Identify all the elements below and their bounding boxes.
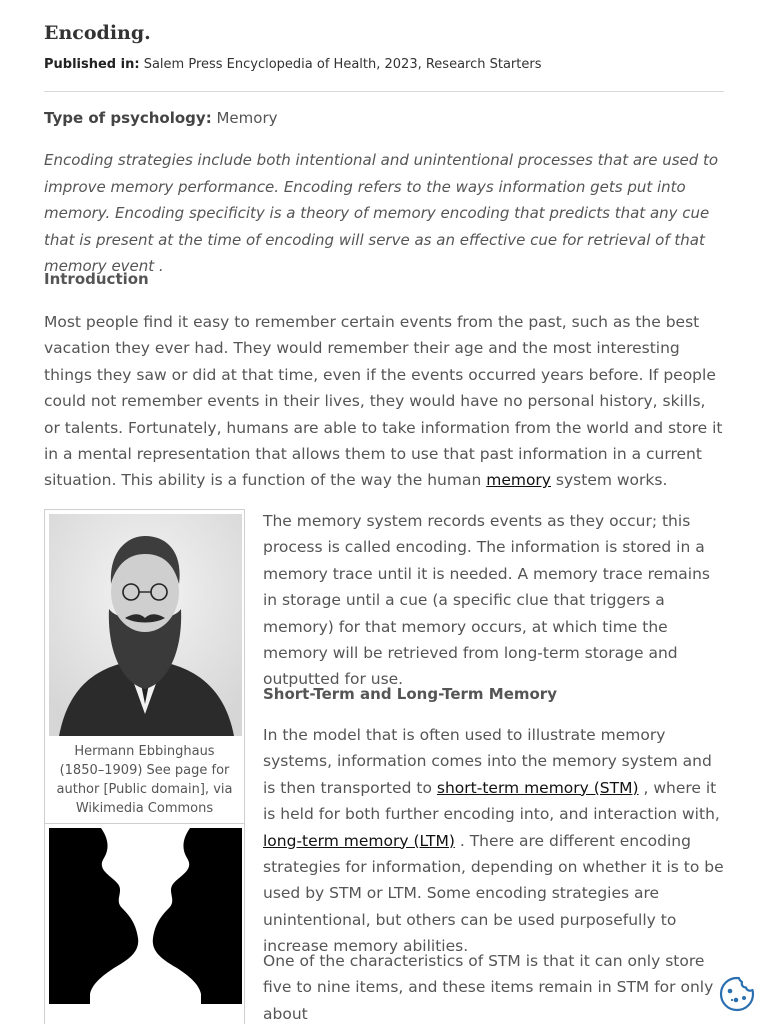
type-of-psychology xyxy=(44,109,278,127)
introduction-heading: Introduction xyxy=(44,270,149,288)
portrait-caption: Hermann Ebbinghaus (1850–1909) See page for author [Public domain], via Wikimedia Commons xyxy=(56,744,233,816)
page-title: Encoding. xyxy=(44,22,151,44)
vase-figure xyxy=(44,823,245,1024)
ltm-link[interactable]: long-term memory (LTM) xyxy=(263,831,455,850)
rubin-vase-image xyxy=(49,828,242,1004)
portrait-figure xyxy=(44,509,245,824)
intro-text-1: Most people find it easy to remember certain events from the past, such as the best vacation they ever had. They would remember their age and the most interesting things they saw or did at that time, even if the events occurred years before. If people could not remember events in their lives, they would have no personal history, skills, or talents. Fortunately, humans are able to take information from the world and store it in a mental representation that allows them to use that past information in a current situation. This ability is a function of the way the human xyxy=(44,313,723,490)
cookie-settings-button[interactable] xyxy=(718,975,756,1013)
ebbinghaus-portrait-image xyxy=(49,514,242,736)
introduction-paragraph xyxy=(44,309,724,494)
short-long-paragraph xyxy=(263,722,725,960)
stm-link[interactable]: short-term memory (STM) xyxy=(436,778,639,797)
header-divider xyxy=(44,91,724,92)
memory-link[interactable]: memory xyxy=(486,471,551,490)
abstract: Encoding strategies include both intentional and unintentional processes that are used to improve memory performance. Encoding refers to the ways information gets put into memory. Encoding specificity is a theory of memory encoding that predicts that any cue that is present at the time of encoding will serve as an effective cue for retrieval of that memory event . xyxy=(44,151,719,275)
cookie-settings-icon xyxy=(718,975,756,1013)
published-line xyxy=(44,57,542,72)
short-long-text-2: , where it is held for both further encoding into, and interaction with, xyxy=(263,778,720,824)
short-long-text-1: In the model that is often used to illustrate memory systems, information comes into the memory system and is then transported to xyxy=(263,726,712,797)
type-value: Memory xyxy=(216,109,278,127)
intro-text-2: system works. xyxy=(550,471,668,490)
stm-paragraph: One of the characteristics of STM is that it can only store five to nine items, and these items remain in STM for only about xyxy=(263,952,714,1023)
published-label: Published in: xyxy=(44,57,140,72)
type-label: Type of psychology: xyxy=(44,109,212,127)
encoding-paragraph: The memory system records events as they occur; this process is called encoding. The information is stored in a memory trace until it is needed. A memory trace remains in storage until a cue (a specific clue that triggers a memory) for that memory occurs, at which time the memory will be retrieved from long-term storage and outputted for use. xyxy=(263,512,710,689)
short-long-text-3: . There are different encoding strategies for information, depending on whether it is to be used by STM or LTM. Some encoding strategies are unintentional, but others can be used purposefully to increase memory abilities. xyxy=(263,831,724,956)
published-value: Salem Press Encyclopedia of Health, 2023, Research Starters xyxy=(143,57,542,72)
short-long-heading: Short-Term and Long-Term Memory xyxy=(263,685,557,703)
